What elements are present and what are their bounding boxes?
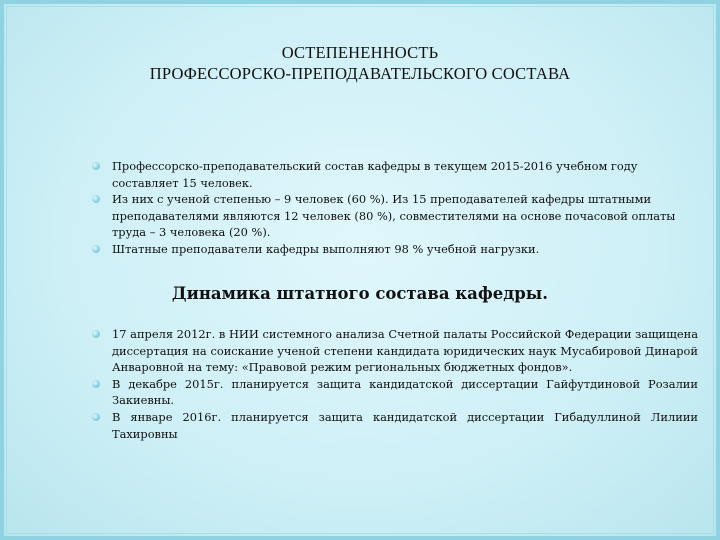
list-item (92, 241, 698, 258)
list-item-text: В декабре 2015г. планируется защита кандидатской диссертации Гайфутдиновой Розалии Закиевны. (112, 376, 698, 408)
bullet-icon (92, 413, 100, 421)
list-item-text: В январе 2016г. планируется защита кандидатской диссертации Гибадуллиной Лилиии Тахировны (112, 409, 698, 441)
list-item (92, 191, 698, 241)
list-item (92, 409, 698, 442)
slide-title (60, 42, 660, 84)
bullet-icon (92, 245, 100, 253)
slide-inner-frame (6, 6, 714, 534)
list-item (92, 376, 698, 409)
list-item (92, 326, 698, 376)
title-line-2: ПРОФЕССОРСКО-ПРЕПОДАВАТЕЛЬСКОГО СОСТАВА (149, 64, 571, 83)
bullet-icon (92, 162, 100, 170)
list-item-text: Штатные преподаватели кафедры выполняют 98 % учебной нагрузки. (112, 241, 540, 256)
bullet-icon (92, 330, 100, 338)
bullet-icon (92, 380, 100, 388)
list-item (92, 158, 698, 191)
bullet-icon (92, 195, 100, 203)
section-subtitle: Динамика штатного состава кафедры. (171, 284, 549, 303)
staff-list (92, 158, 698, 258)
list-item-text: Из них с ученой степенью – 9 человек (60 %). Из 15 преподавателей кафедры штатными преподавателями являются 12 человек (80 %), совместителями на основе почасовой оплаты труда – 3 человека (20 %). (112, 192, 676, 240)
list-item-text: 17 апреля 2012г. в НИИ системного анализа Счетной палаты Российской Федерации защищена диссертация на соискание ученой степени кандидата юридических наук Мусабировой Динарой Анваровной на тему: «Правовой режим региональных бюджетных фондов». (112, 327, 698, 375)
list-item-text: Профессорско-преподавательский состав кафедры в текущем 2015-2016 учебном году составляет 15 человек. (112, 159, 638, 190)
title-line-1: ОСТЕПЕНЕННОСТЬ (281, 43, 439, 62)
dynamics-list (92, 326, 698, 442)
